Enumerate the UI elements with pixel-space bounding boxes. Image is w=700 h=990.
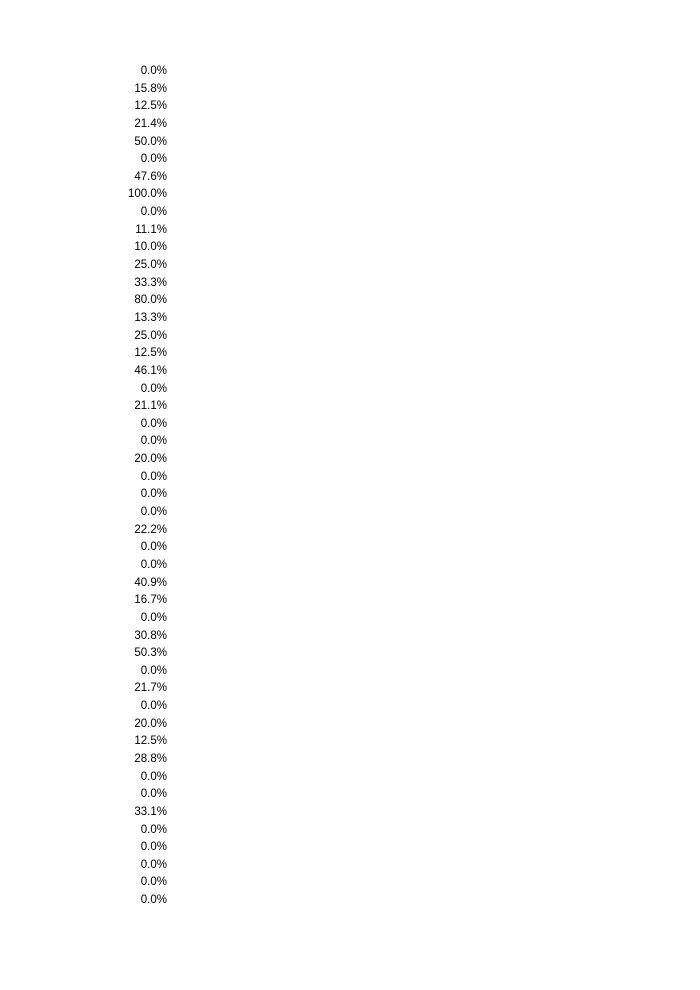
percentage-cell: 22.2% [134,523,167,536]
percentage-cell: 0.0% [140,470,167,483]
percentage-cell: 16.7% [134,594,167,607]
percentage-cell: 13.3% [134,311,167,324]
percentage-cell: 47.6% [134,170,167,183]
percentage-cell: 25.0% [134,329,167,342]
percentage-cell: 30.8% [134,629,167,642]
percentage-cell: 0.0% [140,770,167,783]
percentage-cell: 0.0% [140,153,167,166]
percentage-cell: 0.0% [140,858,167,871]
percentage-cell: 21.7% [134,682,167,695]
percentage-cell: 0.0% [140,823,167,836]
percentage-cell: 0.0% [140,558,167,571]
percentage-cell: 21.1% [134,400,167,413]
percentage-cell: 50.0% [134,135,167,148]
percentage-cell: 0.0% [140,65,167,77]
percentage-cell: 0.0% [140,206,167,219]
percentage-cell: 0.0% [140,788,167,801]
percentage-cell: 20.0% [134,453,167,466]
percentage-cell: 21.4% [134,117,167,130]
percentage-cell: 100.0% [127,188,167,201]
percentage-cell: 25.0% [134,259,167,272]
percentage-cell: 11.1% [135,223,167,236]
percentage-cell: 15.8% [134,82,167,95]
percentage-cell: 0.0% [140,841,167,854]
percentage-cell: 33.3% [134,276,167,289]
percentage-cell: 0.0% [140,435,167,448]
percentage-cell: 10.0% [134,241,167,254]
percentage-cell: 80.0% [134,294,167,307]
percentage-cell: 20.0% [134,717,167,730]
percentage-cell: 50.3% [134,647,167,660]
percentage-cell: 0.0% [140,700,167,713]
percentage-cell: 12.5% [134,735,167,748]
percentage-cell: 0.0% [140,417,167,430]
percentage-cell: 0.0% [140,541,167,554]
percentage-cell: 0.0% [140,488,167,501]
percentage-cell: 0.0% [140,876,167,889]
percentage-cell: 0.0% [140,611,167,624]
percentage-cell: 12.5% [134,347,167,360]
percentage-column [110,63,167,910]
percentage-cell: 33.1% [134,805,167,818]
percentage-cell: 0.0% [140,506,167,519]
percentage-cell: 40.9% [134,576,167,589]
percentage-cell: 0.0% [140,664,167,677]
percentage-cell: 0.0% [140,894,167,907]
percentage-cell: 12.5% [134,100,167,113]
percentage-cell: 46.1% [134,364,167,377]
percentage-cell: 0.0% [140,382,167,395]
percentage-cell: 28.8% [134,752,167,765]
